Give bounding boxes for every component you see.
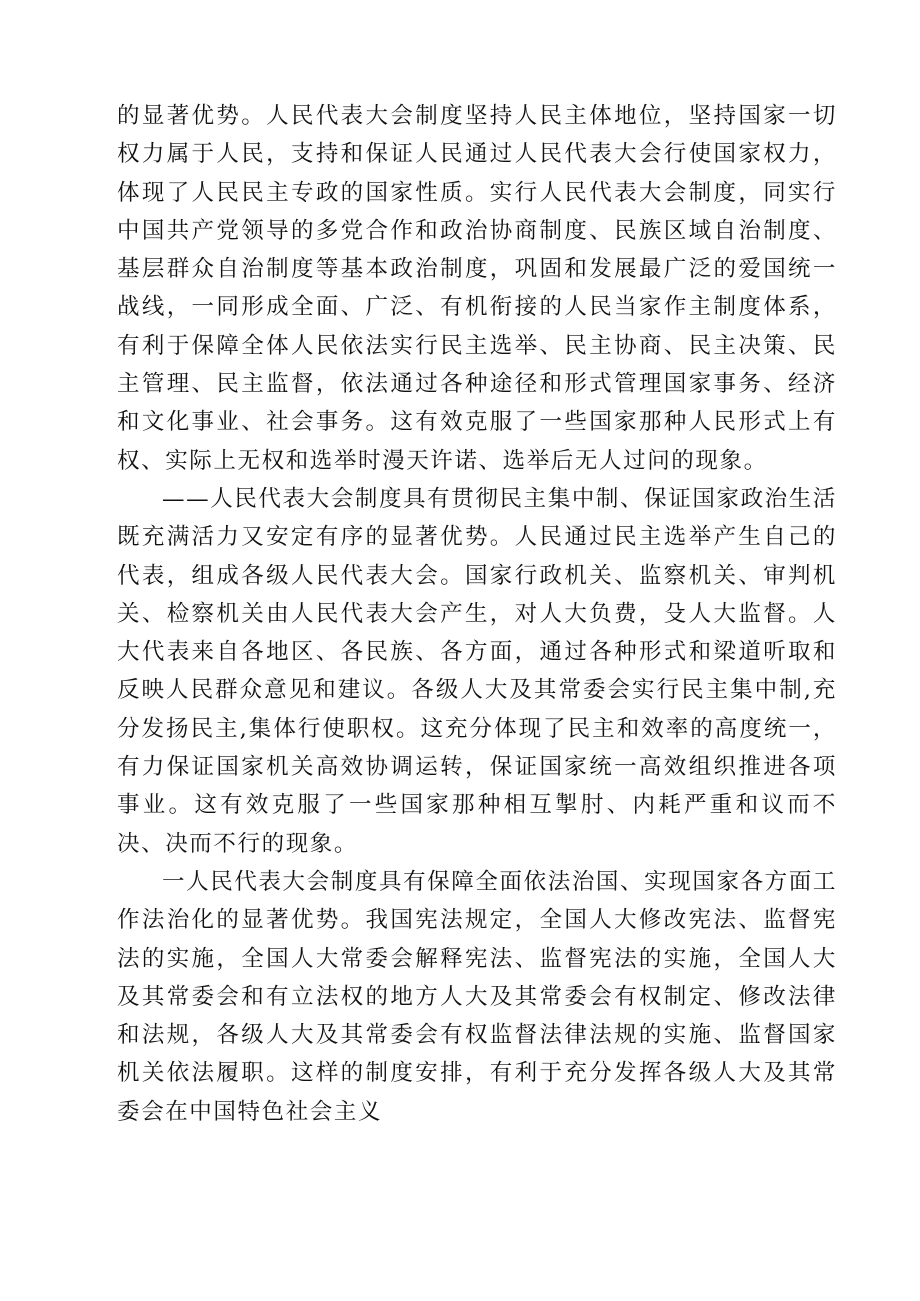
document-body: [117, 97, 837, 1131]
paragraph-2: ——人民代表大会制度具有贯彻民主集中制、保证国家政治生活既充满活力又安定有序的显著优势。人民通过民主选举产生自己的代表，组成各级人民代表大会。国家行政机关、监察机关、审判机关、检察机关由人民代表大会产生，对人大负费，殳人大监督。人大代表来自各地区、各民族、各方面，通过各种形式和梁道听取和反映人民群众意见和建议。各级人大及其常委会实行民主集中制,充分发扬民主,集体行使职权。这充分体现了民主和效率的高度统一，有力保证国家机关高效协调运转，保证国家统一高效组织推进各项事业。这有效克服了一些国家那种相互掣肘、内耗严重和议而不决、决而不行的现象。: [117, 485, 837, 857]
paragraph-3: 一人民代表大会制度具有保障全面依法治国、实现国家各方面工作法治化的显著优势。我国宪法规定，全国人大修改宪法、监督宪法的实施，全国人大常委会解释宪法、监督宪法的实施，全国人大及其常委会和有立法权的地方人大及其常委会有权制定、修改法律和法规，各级人大及其常委会有权监督法律法规的实施、监督国家机关依法履职。这样的制度安排，有利于充分发挥各级人大及其常委会在中国特色社会主义: [117, 868, 837, 1125]
paragraph-1: 的显著优势。人民代表大会制度坚持人民主体地位，坚持国家一切权力属于人民，支持和保证人民通过人民代表大会行使国家权力，体现了人民民主专政的国家性质。实行人民代表大会制度，同实行中国共产党领导的多党合作和政治协商制度、民族区域自治制度、基层群众自治制度等基本政治制度，巩固和发展最广泛的爱国统一战线，一同形成全面、广泛、有机衔接的人民当家作主制度体系，有利于保障全体人民依法实行民主选举、民主协商、民主决策、民主管理、民主监督，依法通过各种途径和形式管理国家事务、经济和文化事业、社会事务。这有效克服了一些国家那种人民形式上有权、实际上无权和选举时漫天许诺、选举后无人过问的现象。: [117, 103, 837, 474]
